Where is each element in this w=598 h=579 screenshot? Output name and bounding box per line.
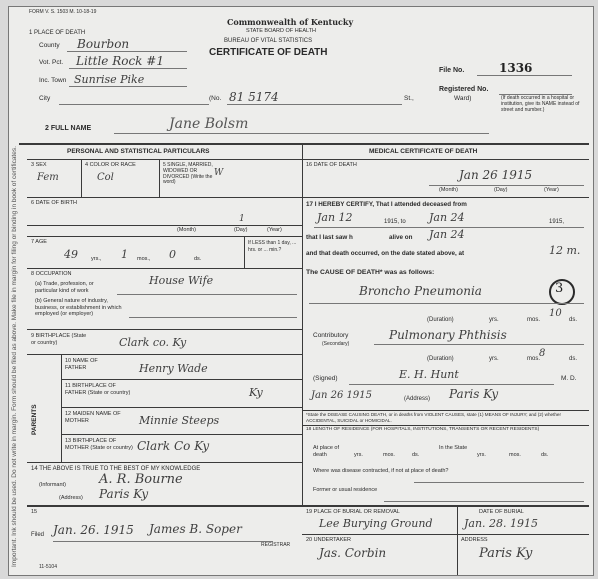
registrar-label: REGISTRAR <box>261 542 291 548</box>
last-saw-text: that I last saw h <box>306 234 353 241</box>
undertaker-address-value: Paris Ky <box>479 546 533 561</box>
age-days: 0 <box>169 248 176 261</box>
md-label: M. D. <box>561 375 577 382</box>
duration-label-2: (Duration) <box>427 356 454 362</box>
death-certificate <box>8 6 594 576</box>
birthplace-label: 9 BIRTHPLACE (State or country) <box>31 333 87 346</box>
residence-state-mos: mos. <box>509 452 521 458</box>
occupation-b-label: (b) General nature of industry, business, or establishment in which employed (or employer) <box>35 298 122 318</box>
burial-date-label: DATE OF BURIAL <box>479 509 524 515</box>
mother-birth-value: Clark Co Ky <box>137 439 210 453</box>
field-15-label: 15 <box>31 509 38 515</box>
commonwealth-title: Commonwealth of Kentucky <box>227 17 354 27</box>
age-mos-label: mos., <box>137 256 151 262</box>
date-of-death-label: 16 DATE OF DEATH <box>306 162 357 168</box>
in-state-label: In the State <box>439 445 468 451</box>
residence-label: 18 LENGTH OF RESIDENCE (FOR HOSPITALS, INSTITUTIONS, TRANSIENTS OR RECENT RESIDENTS) <box>306 427 540 432</box>
mother-name-value: Minnie Steeps <box>139 414 220 427</box>
age-ds-label: ds. <box>194 256 202 262</box>
contributory-value: Pulmonary Phthisis <box>389 328 507 342</box>
board-name: STATE BOARD OF HEALTH <box>246 28 316 34</box>
father-birth-value: Ky <box>249 386 263 399</box>
duration-1-yrs-label: yrs. <box>489 317 499 323</box>
form-code: 11-5104 <box>39 564 57 570</box>
hospital-note: (If death occurred in a hospital or institution, give its NAME instead of street and number.) <box>501 95 580 113</box>
signed-label: (Signed) <box>313 375 338 382</box>
filed-date: Jan. 26. 1915 <box>53 523 134 537</box>
cause-label: The CAUSE OF DEATH* was as follows: <box>306 269 435 276</box>
dob-label: 6 DATE OF BIRTH <box>31 200 77 206</box>
contributory-sub: (Secondary) <box>322 341 350 347</box>
duration-2-mos: 8 <box>539 348 546 359</box>
color-label: 4 COLOR OR RACE <box>85 162 136 168</box>
dob-year-label: (Year) <box>267 227 282 233</box>
duration-2-ds-label: ds. <box>569 356 578 362</box>
ward-label: Ward) <box>454 95 472 102</box>
marital-value: W <box>214 168 224 178</box>
residence-place-yrs: yrs. <box>354 452 363 458</box>
inc-town-value: Sunrise Pike <box>74 73 145 86</box>
filed-label: Filed <box>31 532 45 538</box>
mother-birth-label: 13 BIRTHPLACE OF MOTHER (State or country) <box>65 438 133 451</box>
burial-date-value: Jan. 28. 1915 <box>464 517 539 530</box>
dod-day-label: (Day) <box>494 187 508 193</box>
certify-text: 17 I HEREBY CERTIFY, That I attended deceased from <box>306 201 467 208</box>
duration-1-ds: 10 <box>549 308 562 319</box>
duration-2-mos-label: mos. <box>527 356 541 362</box>
occupation-a-label: (a) Trade, profession, or particular kind of work <box>35 281 94 294</box>
form-number: FORM V. S. 1503 M. 10-18-19 <box>29 9 97 15</box>
where-contracted-label: Where was disease contracted, if not at place of death? <box>313 468 449 474</box>
occupation-label: 8 OCCUPATION <box>31 271 72 277</box>
registered-no-label: Registered No. <box>439 86 489 93</box>
signed-date: Jan 26 1915 <box>311 390 372 401</box>
cause-value: Broncho Pneumonia <box>359 284 482 298</box>
duration-1-mos-label: mos. <box>527 317 541 323</box>
bureau-name: BUREAU OF VITAL STATISTICS <box>224 38 313 44</box>
burial-place-value: Lee Burying Ground <box>319 517 433 530</box>
dob-day-value: 1 <box>239 214 245 224</box>
registrar-signature: James B. Soper <box>149 522 242 536</box>
at-place-label: At place of death <box>313 445 339 459</box>
former-residence-label: Former or usual residence <box>313 487 378 493</box>
file-no-label: File No. <box>439 67 465 74</box>
undertaker-label: 20 UNDERTAKER <box>306 537 352 543</box>
place-of-death-label: 1 PLACE OF DEATH <box>29 30 86 36</box>
informant-heading: 14 THE ABOVE IS TRUE TO THE BEST OF MY KNOWLEDGE <box>31 466 201 472</box>
attended-from: Jan 12 <box>317 211 353 224</box>
st-label: St., <box>404 95 414 102</box>
age-less-label: If LESS than 1 day, ... hrs. or ... min.? <box>248 240 297 253</box>
residence-state-ds: ds. <box>541 452 549 458</box>
left-margin-text: Important. Ink should be used. Do not write in margin. Form should be filed as above. Make file in margin for filing or binding in book of certificates. <box>11 146 18 567</box>
father-name-label: 10 NAME OF FATHER <box>65 358 98 371</box>
death-occurred-text: and that death occurred, on the date stated above, at <box>306 250 465 257</box>
alive-on-text: alive on <box>389 234 413 241</box>
cause-footnote: *State the DISEASE CAUSING DEATH, or in deaths from VIOLENT CAUSES, state (1) MEANS OF INJURY; and (2) whether ACCIDENTAL, SUICIDAL or HOMICIDAL. <box>306 412 561 423</box>
signed-address: Paris Ky <box>449 387 499 401</box>
dod-month-label: (Month) <box>439 187 458 193</box>
burial-place-label: 19 PLACE OF BURIAL OR REMOVAL <box>306 509 400 515</box>
vot-pct-value: Little Rock #1 <box>76 54 164 68</box>
age-years: 49 <box>64 248 78 261</box>
marital-label: 5 SINGLE, MARRIED, WIDOWED OR DIVORCED (Write the word) <box>163 162 213 186</box>
duration-label-1: (Duration) <box>427 317 454 323</box>
personal-section-title: PERSONAL AND STATISTICAL PARTICULARS <box>67 148 210 155</box>
last-saw-value: Jan 24 <box>429 228 465 241</box>
dob-month-label: (Month) <box>177 227 196 233</box>
full-name-label: 2 FULL NAME <box>45 125 92 132</box>
duration-2-yrs-label: yrs. <box>489 356 499 362</box>
city-label: City <box>39 95 51 102</box>
informant-value: A. R. Bourne <box>99 472 183 487</box>
color-value: Col <box>97 172 114 183</box>
date-of-death-value: Jan 26 1915 <box>459 168 533 182</box>
vot-pct-label: Vot. Pct. <box>39 59 64 66</box>
full-name-value: Jane Bolsm <box>169 116 249 132</box>
attended-to: Jan 24 <box>429 211 465 224</box>
residence-place-mos: mos. <box>383 452 395 458</box>
street-no-value: 81 5174 <box>229 90 279 104</box>
medical-section-title: MEDICAL CERTIFICATE OF DEATH <box>369 148 478 155</box>
birthplace-value: Clark co. Ky <box>119 336 187 349</box>
parents-label: PARENTS <box>31 404 38 435</box>
father-name-value: Henry Wade <box>139 362 208 375</box>
certificate-title: CERTIFICATE OF DEATH <box>209 47 328 58</box>
residence-state-yrs: yrs. <box>477 452 486 458</box>
dod-year-label: (Year) <box>544 187 559 193</box>
cause-number: 3 <box>555 281 564 296</box>
undertaker-value: Jas. Corbin <box>319 546 387 560</box>
inc-town-label: Inc. Town <box>39 77 67 84</box>
informant-address-value: Paris Ky <box>99 487 149 501</box>
mother-name-label: 12 MAIDEN NAME OF MOTHER <box>65 411 121 424</box>
street-no-label: (No. <box>209 95 222 102</box>
informant-address-label: (Address) <box>59 495 83 501</box>
duration-1-ds-label: ds. <box>569 317 578 323</box>
dob-day-label: (Day) <box>234 227 248 233</box>
death-time: 12 m. <box>549 244 581 257</box>
county-value: Bourbon <box>77 37 130 51</box>
county-label: County <box>39 42 60 49</box>
residence-place-ds: ds. <box>412 452 420 458</box>
age-yrs-label: yrs., <box>91 256 102 262</box>
age-months: 1 <box>121 248 128 261</box>
signed-value: E. H. Hunt <box>399 368 459 381</box>
year-suffix-1: 1915, to <box>384 219 406 225</box>
year-suffix-2: 1915, <box>549 219 565 225</box>
sex-label: 3 SEX <box>31 162 47 168</box>
occupation-value: House Wife <box>149 274 214 287</box>
age-label: 7 AGE <box>31 239 47 245</box>
informant-label: (Informant) <box>39 482 66 488</box>
father-birth-label: 11 BIRTHPLACE OF FATHER (State or country) <box>65 383 131 396</box>
sex-value: Fem <box>37 172 59 183</box>
file-no-value: 1336 <box>499 61 533 75</box>
contributory-label: Contributory <box>313 332 349 339</box>
signed-address-label: (Address) <box>404 396 431 402</box>
undertaker-address-label: ADDRESS <box>461 537 488 543</box>
